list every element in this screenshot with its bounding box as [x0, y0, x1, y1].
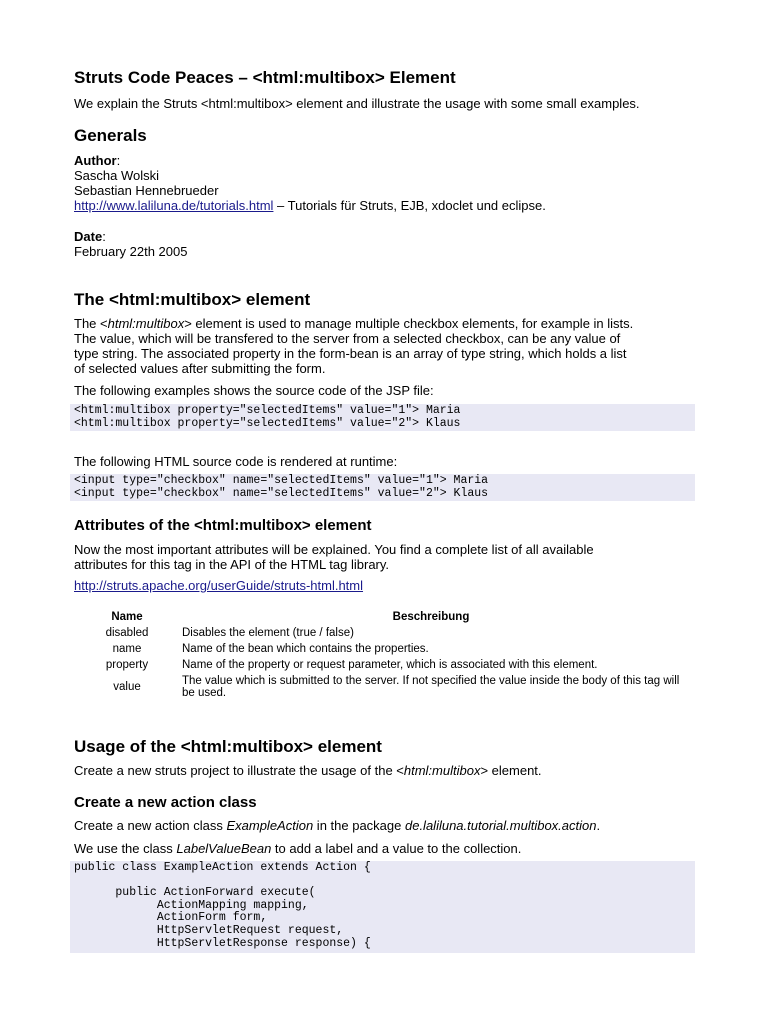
code-line: <html:multibox property="selectedItems" value="2"> Klaus — [74, 416, 461, 430]
author-1: Sascha Wolski — [74, 168, 160, 183]
tutorial-text: – Tutorials für Struts, EJB, xdoclet und eclipse. — [273, 198, 546, 213]
action-line-2: We use the class LabelValueBean to add a label and a value to the collection. — [74, 841, 522, 856]
table-row — [84, 657, 692, 673]
attributes-line-1: Now the most important attributes will be explained. You find a complete list of all available — [74, 542, 594, 557]
generals-heading: Generals — [74, 126, 147, 145]
tutorials-link[interactable]: http://www.laliluna.de/tutorials.html — [74, 198, 274, 213]
date-label: Date — [74, 229, 103, 244]
table-header-row — [84, 609, 692, 625]
code-line: <input type="checkbox" name="selectedItems" value="2"> Klaus — [74, 486, 489, 500]
code-line: public ActionForward execute( — [74, 886, 316, 900]
code-line: ActionForm form, — [74, 911, 268, 925]
code-line: HttpServletRequest request, — [74, 923, 344, 937]
attr-name: value — [113, 681, 141, 693]
usage-line: Create a new struts project to illustrate the usage of the <html:multibox> element. — [74, 763, 542, 778]
element-heading: The <html:multibox> element — [74, 290, 311, 309]
attr-name: property — [105, 659, 149, 671]
tutorial-line — [74, 198, 546, 213]
code-line: HttpServletResponse response) { — [74, 936, 371, 950]
jsp-intro: The following examples shows the source code of the JSP file: — [74, 383, 434, 398]
table-row — [84, 625, 692, 641]
author-line: Author: — [74, 153, 121, 168]
action-line-1: Create a new action class ExampleAction in the package de.laliluna.tutorial.multibox.action. — [74, 818, 601, 833]
element-para-line-2: The value, which will be transfered to the server from a selected checkbox, can be any value of — [74, 331, 621, 346]
action-heading: Create a new action class — [74, 794, 257, 811]
code-line: ActionMapping mapping, — [74, 898, 309, 912]
element-para-line-1: The <html:multibox> element is used to manage multiple checkbox elements, for example in lists. — [74, 316, 634, 331]
attributes-table — [84, 609, 692, 701]
attr-desc: Disables the element (true / false) — [182, 627, 354, 639]
code-line: public class ExampleAction extends Action { — [74, 861, 371, 874]
author-2: Sebastian Hennebrueder — [74, 183, 219, 198]
struts-html-link[interactable]: http://struts.apache.org/userGuide/struts-html.html — [74, 578, 364, 593]
struts-link-line — [74, 578, 363, 593]
attributes-line-2: attributes for this tag in the API of the HTML tag library. — [74, 557, 390, 572]
attr-desc: Name of the bean which contains the properties. — [182, 643, 429, 655]
attr-desc: Name of the property or request parameter, which is associated with this element. — [182, 659, 598, 671]
header-name: Name — [111, 611, 143, 623]
html-intro: The following HTML source code is rendered at runtime: — [74, 454, 398, 469]
action-code-block — [70, 861, 695, 953]
date-line: Date: — [74, 229, 106, 244]
element-para-line-4: of selected values after submitting the form. — [74, 361, 326, 376]
attributes-heading: Attributes of the <html:multibox> element — [74, 517, 372, 534]
jsp-code-block — [70, 404, 695, 431]
table-row — [84, 673, 692, 701]
header-description: Beschreibung — [392, 611, 470, 623]
attr-name: disabled — [105, 627, 149, 639]
code-line: <html:multibox property="selectedItems" value="1"> Maria — [74, 404, 461, 417]
attr-name: name — [112, 643, 142, 655]
code-line: <input type="checkbox" name="selectedItems" value="1"> Maria — [74, 474, 489, 487]
date-value: February 22th 2005 — [74, 244, 188, 259]
html-code-block — [70, 474, 695, 501]
element-para-line-3: type string. The associated property in the form-bean is an array of type string, which holds a list — [74, 346, 627, 361]
table-row — [84, 641, 692, 657]
page-title: Struts Code Peaces – <html:multibox> Element — [74, 68, 456, 87]
attr-desc: The value which is submitted to the server. If not specified the value inside the body of this tag will be used. — [182, 675, 680, 699]
intro-text: We explain the Struts <html:multibox> element and illustrate the usage with some small examples. — [74, 96, 640, 111]
author-label: Author — [74, 153, 117, 168]
usage-heading: Usage of the <html:multibox> element — [74, 737, 382, 756]
